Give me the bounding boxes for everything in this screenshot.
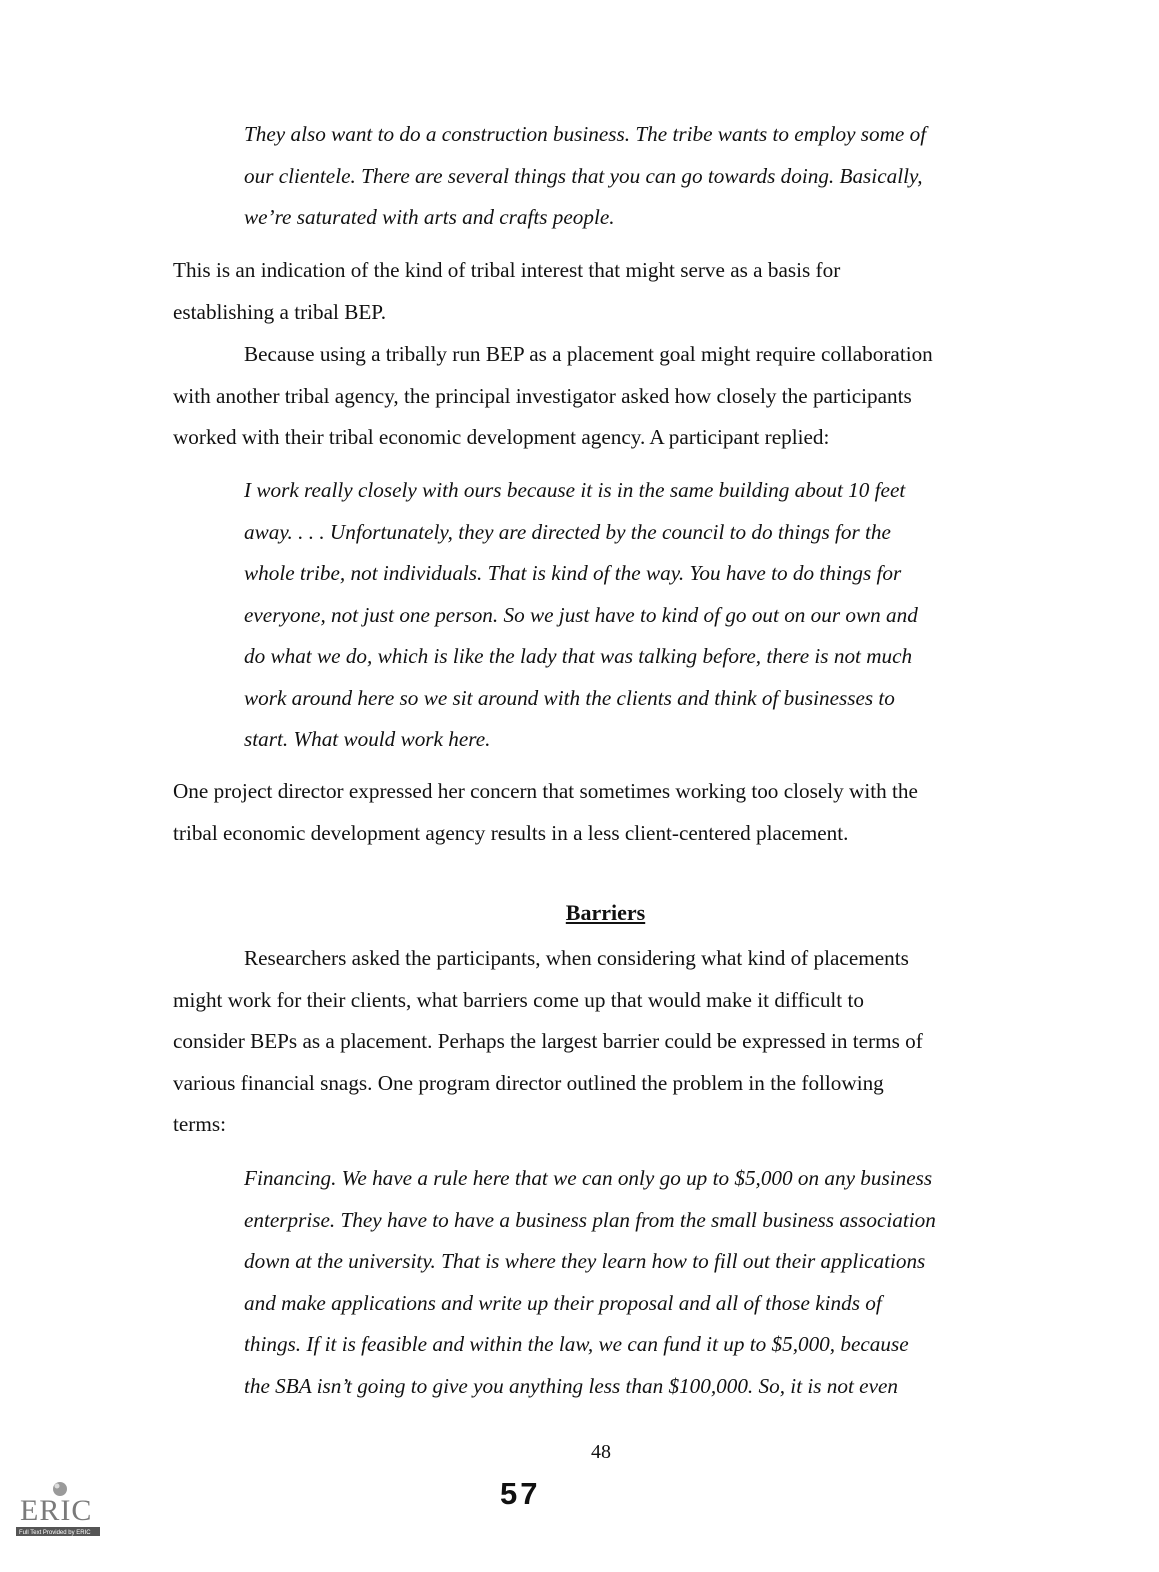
quote-1-line: They also want to do a construction business. The tribe wants to employ some of xyxy=(244,122,927,146)
quote-2-line: away. . . . Unfortunately, they are directed by the council to do things for the xyxy=(244,519,891,544)
paragraph-1-line: establishing a tribal BEP. xyxy=(173,299,387,324)
paragraph-2-line: with another tribal agency, the principal investigator asked how closely the participants xyxy=(173,383,912,408)
section-heading-text: Barriers xyxy=(565,900,646,925)
page-number: 48 xyxy=(591,1441,611,1463)
eric-logo-icon xyxy=(12,1480,112,1540)
paragraph-2-line: Because using a tribally run BEP as a placement goal might require collaboration xyxy=(244,342,933,366)
quote-2-line: work around here so we sit around with the clients and think of businesses to xyxy=(244,685,895,710)
paragraph-3 xyxy=(173,771,1053,854)
svg-text:Full Text Provided by ERIC: Full Text Provided by ERIC xyxy=(19,1530,91,1536)
paragraph-2-line: worked with their tribal economic development agency. A participant replied: xyxy=(173,425,830,449)
paragraph-4-line: Researchers asked the participants, when considering what kind of placements xyxy=(244,946,909,970)
quote-2 xyxy=(244,470,1054,761)
quote-3-line: enterprise. They have to have a business plan from the small business association xyxy=(244,1207,936,1232)
quote-2-line: do what we do, which is like the lady that was talking before, there is not much xyxy=(244,644,913,668)
paragraph-4-line: various financial snags. One program director outlined the problem in the following xyxy=(173,1070,884,1095)
quote-3-line: the SBA isn’t going to give you anything less than $100,000. So, it is not even xyxy=(244,1373,898,1398)
paragraph-2 xyxy=(173,334,1053,459)
paragraph-4 xyxy=(173,938,1053,1146)
paragraph-1-line: This is an indication of the kind of tribal interest that might serve as a basis for xyxy=(173,258,841,282)
quote-2-line: everyone, not just one person. So we just have to kind of go out on our own and xyxy=(244,602,918,627)
eric-logo xyxy=(12,1480,112,1540)
quote-3 xyxy=(244,1158,1054,1407)
quote-2-line: whole tribe, not individuals. That is kind of the way. You have to do things for xyxy=(244,561,902,585)
paragraph-3-line: One project director expressed her concern that sometimes working too closely with the xyxy=(173,779,918,803)
paragraph-4-line: consider BEPs as a placement. Perhaps the largest barrier could be expressed in terms of xyxy=(173,1029,923,1053)
quote-2-line: I work really closely with ours because it is in the same building about 10 feet xyxy=(244,478,906,502)
paragraph-4-line: terms: xyxy=(173,1112,226,1136)
quote-1-line: we’re saturated with arts and crafts people. xyxy=(244,205,615,229)
quote-3-line: things. If it is feasible and within the law, we can fund it up to $5,000, because xyxy=(244,1332,909,1356)
svg-text:ERIC: ERIC xyxy=(20,1494,93,1527)
quote-1 xyxy=(244,114,1054,239)
quote-2-line: start. What would work here. xyxy=(244,727,491,751)
quote-3-line: and make applications and write up their proposal and all of those kinds of xyxy=(244,1290,882,1315)
paragraph-1 xyxy=(173,250,1053,333)
stamp-page-number: 57 xyxy=(500,1476,541,1511)
paragraph-3-line: tribal economic development agency results in a less client-centered placement. xyxy=(173,820,849,845)
quote-3-line: down at the university. That is where they learn how to fill out their applications xyxy=(244,1249,926,1273)
section-heading xyxy=(0,900,1159,926)
paragraph-4-line: might work for their clients, what barriers come up that would make it difficult to xyxy=(173,987,864,1012)
quote-1-line: our clientele. There are several things that you can go towards doing. Basically, xyxy=(244,163,923,188)
quote-3-line: Financing. We have a rule here that we can only go up to $5,000 on any business xyxy=(244,1166,933,1190)
